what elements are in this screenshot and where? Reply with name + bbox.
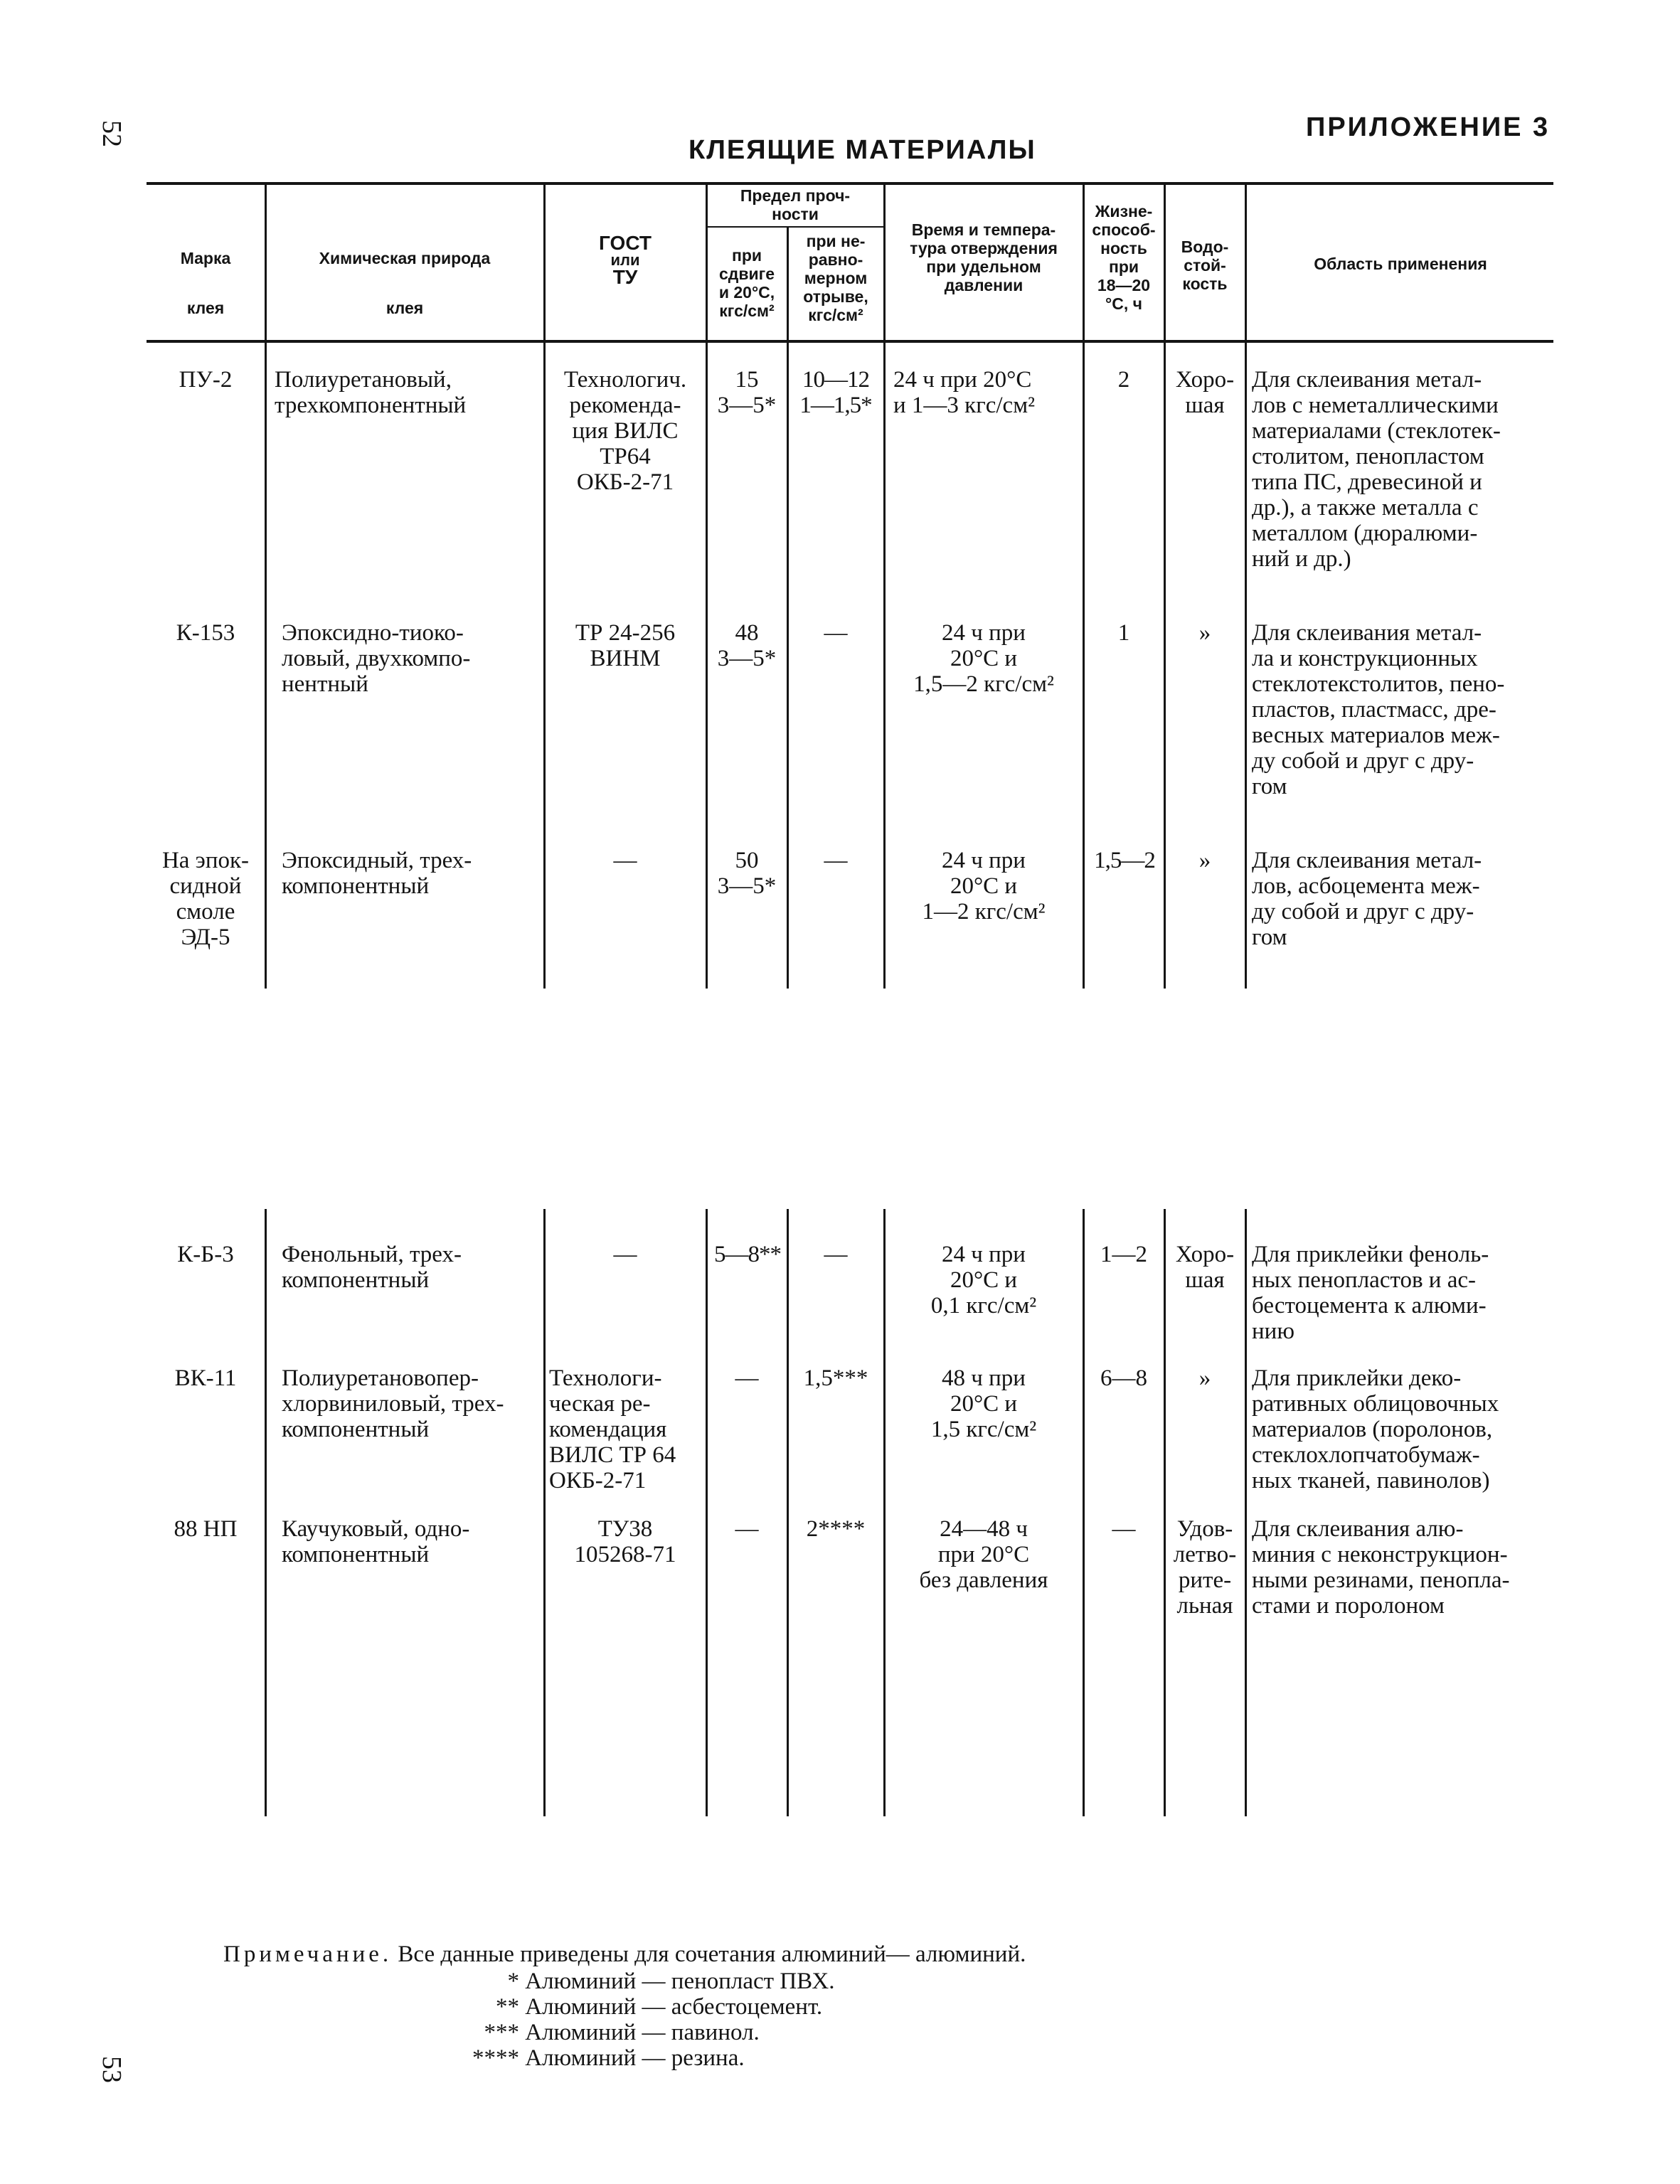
cell-life: — <box>1112 1516 1136 1542</box>
cell-cure: 24 ч при 20°С и 1—2 кгс/см² <box>922 848 1046 925</box>
cell-life: 1,5—2 <box>1094 848 1155 873</box>
notes-main-text: Все данные приведены для сочетания алюминий— алюминий. <box>398 1941 1026 1967</box>
cell-chem: Эпоксидный, трех- компонентный <box>282 848 472 899</box>
cell-area: Для склеивания метал- ла и конструкционных стеклотекстолитов, пено- пластов, пластмасс, дре- весных материалов меж- ду собой и друг с дру- гом <box>1252 620 1505 799</box>
column-divider <box>706 1209 708 1816</box>
cell-water: Удов- летво- рите- льная <box>1173 1516 1237 1619</box>
column-divider <box>883 1209 886 1816</box>
page-number-top: 52 <box>97 120 127 147</box>
notes-main <box>223 1941 1290 1967</box>
column-divider <box>1083 343 1085 989</box>
column-divider <box>1164 343 1166 989</box>
cell-cure: 24 ч при 20°С и 0,1 кгс/см² <box>930 1242 1037 1319</box>
header-cure: Время и темпера- тура отверждения при удельном давлении <box>910 220 1058 294</box>
header-tear: при не- равно- мерном отрыве, кгс/см² <box>803 232 868 324</box>
cell-gost: ТР 24-256 ВИНМ <box>575 620 676 671</box>
column-divider <box>265 1209 267 1816</box>
cell-area: Для склеивания метал- лов, асбоцемента меж- ду собой и друг с дру- гом <box>1252 848 1482 950</box>
column-divider <box>1083 1209 1085 1816</box>
header-divider <box>787 226 789 340</box>
cell-chem: Фенольный, трех- компонентный <box>282 1242 462 1293</box>
column-divider <box>543 343 546 989</box>
cell-chem: Эпоксидно-тиоко- ловый, двухкомпо- нентный <box>282 620 471 697</box>
cell-mark: К-Б-3 <box>177 1242 234 1267</box>
table-top-rule <box>147 182 1553 185</box>
cell-gost: ТУ38 105268-71 <box>574 1516 676 1567</box>
cell-tear: — <box>824 848 848 873</box>
cell-gost: — <box>613 1242 637 1267</box>
cell-life: 1—2 <box>1100 1242 1147 1267</box>
header-chem: Химическая природа клея <box>319 249 491 317</box>
column-divider <box>883 343 886 989</box>
cell-tear: 2**** <box>806 1516 866 1542</box>
cell-chem: Полиуретановый, трехкомпонентный <box>275 367 467 418</box>
cell-mark: На эпок- сидной смоле ЭД-5 <box>161 848 250 950</box>
note-item: ** Алюминий — асбестоцемент. <box>496 1994 823 2020</box>
cell-mark: К-153 <box>176 620 235 646</box>
header-water: Водо- стой- кость <box>1181 238 1229 293</box>
page-number-bottom: 53 <box>97 2056 127 2083</box>
header-divider <box>265 185 267 340</box>
header-divider <box>706 185 708 340</box>
cell-area: Для приклейки деко- ративных облицовочных материалов (поролонов, стеклохлопчатобумаж- ных тканей, павинолов) <box>1252 1365 1499 1493</box>
column-divider <box>706 343 708 989</box>
cell-tear: — <box>824 1242 848 1267</box>
cell-water: » <box>1198 1365 1211 1391</box>
notes-block <box>223 1941 1290 1967</box>
notes-list <box>398 1969 1110 2071</box>
cell-cure: 24 ч при 20°С и 1,5—2 кгс/см² <box>913 620 1054 697</box>
notes-label: Примечание. <box>223 1941 393 1967</box>
cell-mark: 88 НП <box>174 1516 238 1542</box>
column-divider <box>265 343 267 989</box>
appendix-label: ПРИЛОЖЕНИЕ 3 <box>1306 112 1551 142</box>
page-title: КЛЕЯЩИЕ МАТЕРИАЛЫ <box>689 135 1036 165</box>
cell-tear: — <box>824 620 848 646</box>
column-divider <box>787 1209 789 1816</box>
header-shear: при сдвиге и 20°С, кгс/см² <box>718 246 775 320</box>
cell-life: 6—8 <box>1100 1365 1147 1391</box>
cell-shear: 5—8** <box>714 1242 781 1267</box>
cell-chem: Полиуретановопер- хлорвиниловый, трех- компонентный <box>282 1365 504 1442</box>
cell-shear: 15 3—5* <box>717 367 777 418</box>
cell-area: Для склеивания метал- лов с неметаллическими материалами (стеклотек- столитом, пенопластом типа ПС, древесиной и др.), а также металла с металлом (дюралюми- ний и др.) <box>1252 367 1501 572</box>
cell-mark: ВК-11 <box>174 1365 237 1391</box>
header-mark: Марка клея <box>180 249 231 317</box>
cell-water: » <box>1198 848 1211 873</box>
cell-cure: 24—48 ч при 20°С без давления <box>919 1516 1048 1593</box>
header-bottom-rule <box>147 340 1553 343</box>
cell-tear: 1,5*** <box>803 1365 868 1391</box>
column-divider <box>1245 343 1247 989</box>
strength-subheader-rule <box>706 226 883 228</box>
cell-shear: — <box>735 1516 759 1542</box>
cell-shear: 50 3—5* <box>717 848 777 899</box>
header-divider <box>1245 185 1247 340</box>
cell-mark: ПУ-2 <box>179 367 233 393</box>
header-divider <box>883 185 886 340</box>
header-strength-group: Предел проч- ности <box>740 186 851 223</box>
cell-area: Для склеивания алю- миния с неконструкцион- ными резинами, пенопла- стами и поролоном <box>1252 1516 1510 1619</box>
cell-water: Хоро- шая <box>1175 1242 1235 1293</box>
cell-tear: 10—12 1—1,5* <box>799 367 872 418</box>
header-divider <box>543 185 546 340</box>
header-divider <box>1164 185 1166 340</box>
note-item: *** Алюминий — павинол. <box>484 2020 760 2045</box>
cell-cure: 48 ч при 20°С и 1,5 кгс/см² <box>930 1365 1037 1442</box>
cell-area: Для приклейки феноль- ных пенопластов и ас- бестоцемента к алюми- нию <box>1252 1242 1489 1344</box>
column-divider <box>787 343 789 989</box>
cell-chem: Каучуковый, одно- компонентный <box>282 1516 470 1567</box>
cell-life: 2 <box>1117 367 1130 393</box>
column-divider <box>1164 1209 1166 1816</box>
cell-gost: Технологич. рекоменда- ция ВИЛС ТР64 ОКБ-2-71 <box>563 367 687 495</box>
header-life: Жизне- способ- ность при 18—20 °С, ч <box>1092 202 1156 313</box>
header-area: Область применения <box>1314 255 1487 273</box>
header-gost: ГОСТ или ТУ <box>599 232 652 288</box>
cell-shear: — <box>735 1365 759 1391</box>
cell-shear: 48 3—5* <box>717 620 777 671</box>
cell-cure: 24 ч при 20°С и 1—3 кгс/см² <box>893 367 1035 418</box>
header-divider <box>1083 185 1085 340</box>
cell-water: Хоро- шая <box>1175 367 1235 418</box>
column-divider <box>1245 1209 1247 1816</box>
cell-life: 1 <box>1117 620 1130 646</box>
column-divider <box>543 1209 546 1816</box>
cell-gost: — <box>613 848 637 873</box>
note-item: **** Алюминий — резина. <box>472 2045 745 2071</box>
cell-gost: Технологи- ческая ре- комендация ВИЛС ТР 64 ОКБ-2-71 <box>549 1365 676 1493</box>
cell-water: » <box>1198 620 1211 646</box>
note-item: * Алюминий — пенопласт ПВХ. <box>507 1969 835 1994</box>
